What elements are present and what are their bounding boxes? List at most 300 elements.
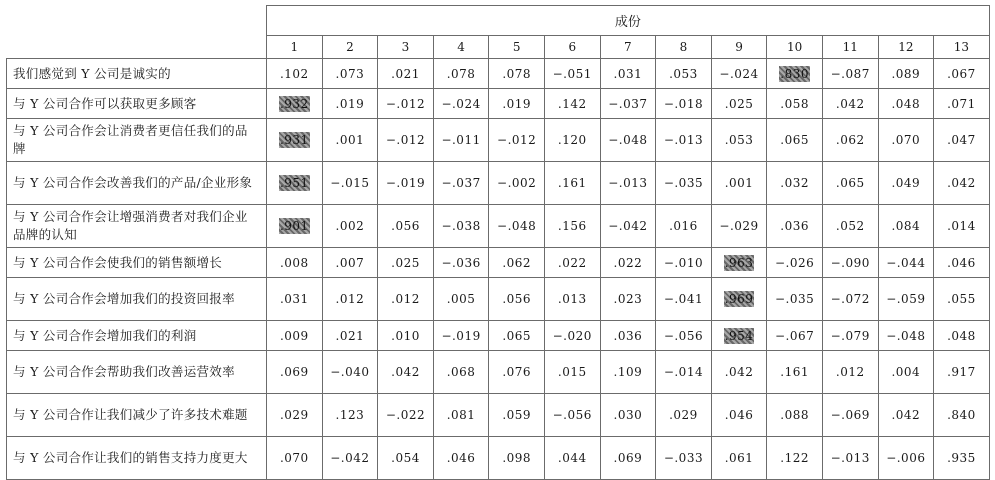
loading-value: .014: [947, 219, 976, 233]
loading-value: .123: [335, 408, 365, 422]
loading-cell: [600, 162, 656, 205]
row-label: 与 Y 公司合作可以获取更多顾客: [7, 89, 267, 119]
loading-cell: [378, 59, 434, 89]
loading-cell: [544, 205, 600, 248]
loading-cell: [878, 205, 934, 248]
loading-cell: [433, 59, 489, 89]
loading-cell: [878, 394, 934, 437]
loading-value: .067: [947, 66, 976, 81]
loading-value: .122: [780, 451, 809, 465]
loading-value: .840: [947, 408, 976, 422]
loading-value: .078: [502, 66, 532, 81]
loading-cell: [489, 162, 545, 205]
loading-cell: [544, 394, 600, 437]
loading-cell: [489, 321, 545, 351]
loading-value: −.019: [441, 328, 481, 343]
loading-cell: [934, 351, 990, 394]
loading-cell: [322, 205, 378, 248]
loading-cell: [934, 248, 990, 278]
loading-cell: [656, 248, 712, 278]
loading-cell: [600, 205, 656, 248]
loading-cell: [934, 162, 990, 205]
loading-value: −.048: [886, 328, 926, 343]
loading-value: −.072: [830, 292, 870, 306]
loading-value: .062: [835, 133, 865, 147]
loading-cell: [600, 351, 656, 394]
loading-value: −.037: [608, 96, 648, 111]
row-label: 与 Y 公司合作会让消费者更信任我们的品牌: [7, 119, 267, 162]
loading-cell: [489, 205, 545, 248]
row-label: 与 Y 公司合作让我们的销售支持力度更大: [7, 437, 267, 480]
loading-value: .069: [613, 451, 643, 465]
loading-value: .142: [557, 96, 587, 111]
factor-loading-table: [6, 5, 990, 480]
loading-value: −.013: [608, 176, 648, 190]
loading-cell: [378, 394, 434, 437]
column-header-7: 7: [600, 36, 656, 59]
loading-cell: [822, 437, 878, 480]
loading-value: .002: [335, 219, 365, 233]
loading-value: −.042: [608, 219, 648, 233]
loading-cell: [822, 248, 878, 278]
loading-cell: [267, 59, 323, 89]
loading-cell: [267, 119, 323, 162]
loading-value: −.019: [385, 176, 426, 190]
loading-cell: [822, 394, 878, 437]
loading-cell: [322, 162, 378, 205]
loading-cell: [267, 394, 323, 437]
column-header-5: 5: [489, 36, 545, 59]
table-header: [7, 6, 990, 59]
loading-value: .056: [391, 219, 420, 233]
loading-value: .069: [279, 365, 309, 379]
loading-value: .049: [891, 176, 921, 190]
loading-value: .055: [947, 292, 976, 306]
loading-cell: [878, 119, 934, 162]
loading-cell: [934, 437, 990, 480]
loading-cell: [544, 351, 600, 394]
loading-cell: [489, 351, 545, 394]
loading-value: .065: [502, 328, 532, 343]
loading-value: −.020: [552, 328, 592, 343]
loading-value: .030: [613, 408, 643, 422]
loading-value: .029: [279, 408, 309, 422]
loading-cell: [489, 248, 545, 278]
loading-value: .156: [557, 219, 587, 233]
loading-value: −.012: [497, 133, 537, 147]
loading-cell: [711, 278, 767, 321]
loading-value: .007: [335, 255, 365, 270]
loading-value: .068: [446, 365, 476, 379]
loading-cell: [433, 351, 489, 394]
loading-cell: [934, 205, 990, 248]
loading-value: .001: [335, 133, 365, 147]
table-body: [7, 59, 990, 480]
loading-cell: [934, 278, 990, 321]
loading-value: .010: [391, 328, 420, 343]
loading-cell: [322, 437, 378, 480]
loading-cell: [934, 394, 990, 437]
loading-value: .046: [446, 451, 476, 465]
loading-value: −.018: [663, 96, 704, 111]
table-row: [7, 351, 990, 394]
column-header-4: 4: [433, 36, 489, 59]
loading-value: −.042: [330, 451, 370, 465]
highlighted-loading-value: .901: [279, 219, 309, 233]
loading-cell: [322, 119, 378, 162]
loading-value: .021: [335, 328, 365, 343]
loading-cell: [767, 351, 823, 394]
loading-cell: [378, 89, 434, 119]
header-corner: [7, 6, 267, 59]
loading-cell: [878, 162, 934, 205]
highlighted-loading-value: .951: [279, 176, 309, 190]
loading-cell: [378, 437, 434, 480]
loading-value: .042: [947, 176, 976, 190]
loading-value: .076: [502, 365, 532, 379]
loading-value: .009: [279, 328, 309, 343]
loading-cell: [378, 351, 434, 394]
loading-value: −.012: [385, 96, 426, 111]
loading-value: .044: [557, 451, 587, 465]
loading-cell: [433, 89, 489, 119]
loading-value: −.037: [441, 176, 481, 190]
loading-cell: [433, 162, 489, 205]
loading-value: .071: [947, 96, 976, 111]
loading-value: −.051: [552, 66, 592, 81]
factor-loading-table-container: [6, 5, 989, 480]
loading-cell: [544, 119, 600, 162]
column-header-1: 1: [267, 36, 323, 59]
loading-value: .025: [724, 96, 754, 111]
loading-cell: [544, 89, 600, 119]
loading-cell: [767, 162, 823, 205]
loading-value: −.015: [330, 176, 370, 190]
row-label: 与 Y 公司合作会改善我们的产品/企业形象: [7, 162, 267, 205]
loading-cell: [656, 119, 712, 162]
loading-value: .019: [335, 96, 365, 111]
loading-cell: [600, 394, 656, 437]
loading-value: .048: [947, 328, 976, 343]
loading-cell: [600, 278, 656, 321]
row-label: 与 Y 公司合作会帮助我们改善运营效率: [7, 351, 267, 394]
table-row: [7, 205, 990, 248]
loading-cell: [322, 89, 378, 119]
loading-cell: [322, 59, 378, 89]
loading-value: −.006: [886, 451, 926, 465]
loading-cell: [433, 437, 489, 480]
loading-cell: [378, 119, 434, 162]
loading-value: .917: [947, 365, 976, 379]
loading-value: .935: [947, 451, 976, 465]
loading-cell: [656, 437, 712, 480]
loading-cell: [767, 394, 823, 437]
loading-value: −.035: [775, 292, 815, 306]
loading-cell: [600, 437, 656, 480]
loading-value: .053: [724, 133, 754, 147]
loading-value: .042: [724, 365, 754, 379]
loading-cell: [822, 205, 878, 248]
loading-cell: [267, 321, 323, 351]
loading-cell: [489, 119, 545, 162]
loading-value: .032: [780, 176, 809, 190]
loading-value: .052: [835, 219, 865, 233]
loading-cell: [378, 162, 434, 205]
loading-cell: [822, 351, 878, 394]
loading-cell: [433, 394, 489, 437]
loading-cell: [656, 89, 712, 119]
loading-cell: [767, 89, 823, 119]
loading-cell: [767, 248, 823, 278]
loading-value: .081: [446, 408, 476, 422]
loading-value: −.026: [775, 255, 815, 270]
loading-cell: [878, 89, 934, 119]
loading-value: −.038: [441, 219, 481, 233]
loading-value: −.059: [886, 292, 926, 306]
loading-value: .078: [446, 66, 476, 81]
loading-cell: [878, 437, 934, 480]
loading-value: .042: [391, 365, 420, 379]
loading-cell: [767, 59, 823, 89]
loading-cell: [656, 59, 712, 89]
loading-cell: [322, 394, 378, 437]
loading-cell: [267, 278, 323, 321]
loading-cell: [267, 351, 323, 394]
loading-value: .012: [335, 292, 365, 306]
loading-value: .088: [780, 408, 809, 422]
table-row: [7, 394, 990, 437]
row-label: 与 Y 公司合作会增加我们的利润: [7, 321, 267, 351]
loading-cell: [544, 437, 600, 480]
loading-cell: [433, 205, 489, 248]
loading-value: .047: [947, 133, 976, 147]
loading-value: .059: [502, 408, 532, 422]
loading-value: −.014: [663, 365, 704, 379]
table-row: [7, 59, 990, 89]
row-label: 与 Y 公司合作让我们减少了许多技术难题: [7, 394, 267, 437]
loading-cell: [711, 437, 767, 480]
table-row: [7, 119, 990, 162]
loading-value: −.069: [830, 408, 870, 422]
loading-value: .023: [613, 292, 643, 306]
loading-cell: [656, 351, 712, 394]
loading-value: −.067: [775, 328, 815, 343]
loading-cell: [600, 89, 656, 119]
table-row: [7, 162, 990, 205]
loading-cell: [711, 162, 767, 205]
loading-value: .013: [557, 292, 587, 306]
loading-value: .161: [780, 365, 809, 379]
loading-cell: [878, 351, 934, 394]
loading-value: .015: [557, 365, 587, 379]
loading-cell: [656, 205, 712, 248]
loading-cell: [934, 321, 990, 351]
loading-value: −.041: [663, 292, 704, 306]
row-label: 与 Y 公司合作会让增强消费者对我们企业品牌的认知: [7, 205, 267, 248]
loading-cell: [767, 321, 823, 351]
highlighted-loading-value: .830: [780, 66, 809, 81]
loading-cell: [934, 59, 990, 89]
loading-value: .031: [613, 66, 643, 81]
loading-value: .008: [279, 255, 309, 270]
loading-cell: [711, 59, 767, 89]
loading-value: .062: [502, 255, 532, 270]
loading-value: .019: [502, 96, 532, 111]
loading-value: .012: [391, 292, 420, 306]
loading-value: −.048: [497, 219, 537, 233]
loading-value: .001: [724, 176, 754, 190]
loading-value: −.022: [385, 408, 426, 422]
loading-value: .048: [891, 96, 921, 111]
loading-cell: [767, 205, 823, 248]
loading-cell: [878, 248, 934, 278]
loading-cell: [822, 162, 878, 205]
loading-cell: [878, 59, 934, 89]
loading-value: −.035: [663, 176, 704, 190]
highlighted-loading-value: .954: [724, 328, 754, 343]
table-row: [7, 278, 990, 321]
loading-cell: [489, 437, 545, 480]
loading-cell: [489, 278, 545, 321]
loading-value: .031: [279, 292, 309, 306]
loading-value: −.013: [830, 451, 870, 465]
loading-cell: [378, 278, 434, 321]
loading-cell: [544, 248, 600, 278]
loading-value: .070: [891, 133, 921, 147]
loading-cell: [544, 321, 600, 351]
loading-value: .042: [891, 408, 921, 422]
loading-cell: [711, 394, 767, 437]
loading-value: .070: [279, 451, 309, 465]
loading-cell: [711, 119, 767, 162]
loading-cell: [600, 59, 656, 89]
loading-cell: [267, 437, 323, 480]
loading-cell: [267, 89, 323, 119]
loading-cell: [934, 119, 990, 162]
loading-value: .005: [446, 292, 476, 306]
column-header-8: 8: [656, 36, 712, 59]
loading-cell: [822, 278, 878, 321]
highlighted-loading-value: .932: [279, 96, 309, 111]
loading-cell: [378, 321, 434, 351]
loading-cell: [822, 59, 878, 89]
loading-cell: [600, 321, 656, 351]
loading-cell: [934, 89, 990, 119]
row-label: 与 Y 公司合作会使我们的销售额增长: [7, 248, 267, 278]
loading-cell: [711, 351, 767, 394]
column-header-3: 3: [378, 36, 434, 59]
loading-value: .061: [724, 451, 754, 465]
loading-cell: [656, 278, 712, 321]
loading-cell: [822, 89, 878, 119]
loading-cell: [656, 321, 712, 351]
loading-value: .073: [335, 66, 365, 81]
loading-value: −.024: [719, 66, 759, 81]
loading-cell: [544, 162, 600, 205]
loading-cell: [489, 89, 545, 119]
loading-cell: [822, 321, 878, 351]
loading-value: −.044: [886, 255, 926, 270]
loading-cell: [711, 205, 767, 248]
loading-cell: [711, 89, 767, 119]
loading-cell: [822, 119, 878, 162]
highlighted-loading-value: .931: [279, 133, 309, 147]
loading-value: −.079: [830, 328, 870, 343]
loading-cell: [433, 321, 489, 351]
loading-value: −.056: [552, 408, 592, 422]
loading-value: −.033: [663, 451, 704, 465]
column-header-11: 11: [822, 36, 878, 59]
table-row: [7, 437, 990, 480]
column-header-6: 6: [544, 36, 600, 59]
column-header-2: 2: [322, 36, 378, 59]
loading-value: .046: [947, 255, 976, 270]
loading-value: .098: [502, 451, 532, 465]
loading-value: −.013: [663, 133, 704, 147]
loading-value: −.048: [608, 133, 648, 147]
loading-value: −.056: [663, 328, 704, 343]
loading-cell: [267, 162, 323, 205]
loading-value: .042: [835, 96, 865, 111]
loading-value: −.087: [830, 66, 870, 81]
loading-cell: [600, 248, 656, 278]
loading-cell: [378, 248, 434, 278]
loading-value: .089: [891, 66, 921, 81]
loading-cell: [433, 248, 489, 278]
column-header-13: 13: [934, 36, 990, 59]
loading-cell: [433, 278, 489, 321]
loading-value: .084: [891, 219, 921, 233]
table-row: [7, 248, 990, 278]
loading-value: .065: [780, 133, 809, 147]
loading-value: .012: [835, 365, 865, 379]
column-header-10: 10: [767, 36, 823, 59]
loading-value: .161: [557, 176, 587, 190]
loading-value: .025: [391, 255, 420, 270]
loading-value: .036: [780, 219, 809, 233]
loading-cell: [544, 59, 600, 89]
loading-cell: [711, 321, 767, 351]
highlighted-loading-value: .963: [724, 255, 754, 270]
loading-cell: [433, 119, 489, 162]
loading-cell: [322, 321, 378, 351]
loading-cell: [711, 248, 767, 278]
loading-value: .054: [391, 451, 420, 465]
loading-value: −.010: [663, 255, 704, 270]
loading-cell: [544, 278, 600, 321]
loading-value: −.036: [441, 255, 481, 270]
loading-cell: [767, 119, 823, 162]
loading-cell: [322, 278, 378, 321]
loading-value: .004: [891, 365, 921, 379]
loading-value: −.002: [497, 176, 537, 190]
loading-value: .053: [669, 66, 698, 81]
loading-value: −.040: [330, 365, 370, 379]
loading-value: .058: [780, 96, 809, 111]
highlighted-loading-value: .969: [724, 292, 754, 306]
loading-value: .046: [724, 408, 754, 422]
loading-cell: [489, 59, 545, 89]
loading-value: −.011: [441, 133, 481, 147]
table-row: [7, 89, 990, 119]
loading-value: .016: [669, 219, 698, 233]
row-label: 我们感觉到 Y 公司是诚实的: [7, 59, 267, 89]
loading-cell: [489, 394, 545, 437]
loading-value: .022: [557, 255, 587, 270]
loading-value: −.024: [441, 96, 481, 111]
table-row: [7, 321, 990, 351]
loading-cell: [322, 351, 378, 394]
